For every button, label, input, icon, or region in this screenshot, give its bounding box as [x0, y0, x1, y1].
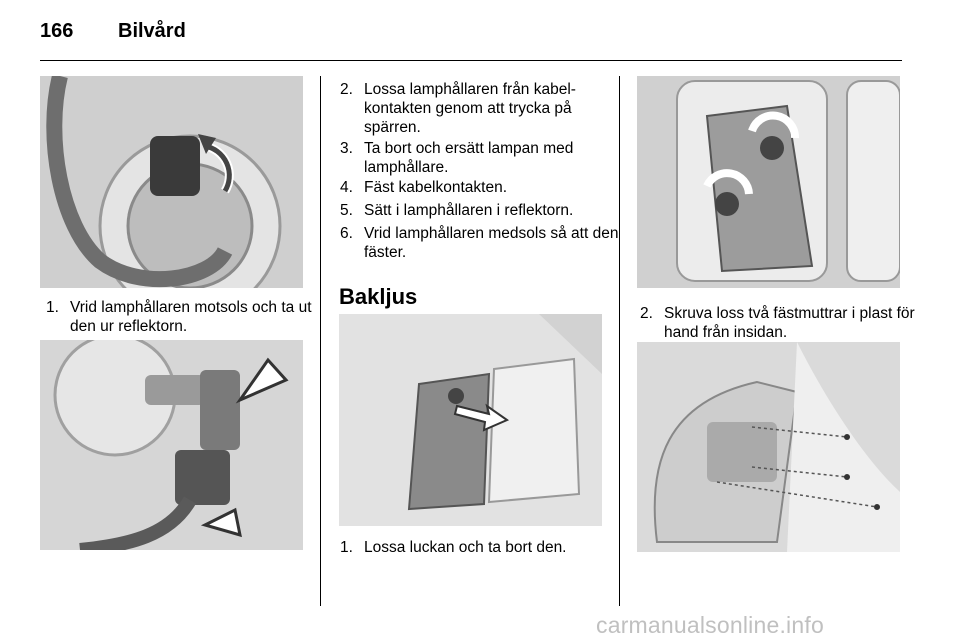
step-4-middle: [340, 178, 626, 197]
step-text: Fäst kabelkontakten.: [364, 179, 508, 196]
step-number: 3.: [340, 140, 353, 157]
page-number: 166: [40, 20, 74, 42]
step-text: Sätt i lamphållaren i reflektorn.: [364, 202, 574, 219]
bulb-connector-illustration: [40, 340, 303, 550]
footer-watermark[interactable]: carmanualsonline.info: [596, 612, 824, 638]
header-rule: [40, 60, 902, 61]
step-2-middle: [340, 80, 626, 137]
step-text: Lossa lamphållaren från kabel-kontakten genom att trycka på spärren.: [364, 81, 576, 136]
tail-lamp-nuts-illustration: [637, 342, 900, 552]
step-1-middle: [340, 538, 626, 557]
step-text: Skruva loss två fästmuttrar i plast för hand från insidan.: [664, 305, 915, 341]
step-text: Lossa luckan och ta bort den.: [364, 539, 567, 556]
step-6-middle: [340, 224, 629, 262]
headlamp-illustration: [40, 76, 303, 288]
trunk-panel-illustration: [339, 314, 602, 526]
photo-tail-lamp-rear: [637, 76, 900, 288]
step-2-right: [640, 304, 929, 342]
photo-tail-lamp-nuts: [637, 342, 900, 552]
step-number: 2.: [640, 305, 653, 322]
step-number: 4.: [340, 179, 353, 196]
photo-headlamp-holder: [40, 76, 303, 288]
step-number: 5.: [340, 202, 353, 219]
step-3-middle: [340, 139, 626, 177]
photo-bulb-connector: [40, 340, 303, 550]
column-divider-left: [320, 76, 321, 606]
step-text: Vrid lamphållaren medsols så att den fäster.: [364, 225, 619, 261]
subsection-title: Bakljus: [339, 284, 418, 309]
step-5-middle: [340, 201, 626, 220]
step-number: 2.: [340, 81, 353, 98]
step-number: 1.: [340, 539, 353, 556]
step-number: 6.: [340, 225, 353, 242]
tail-lamp-rear-illustration: [637, 76, 900, 288]
step-1-left: [46, 298, 332, 336]
step-number: 1.: [46, 299, 59, 316]
step-text: Ta bort och ersätt lampan med lamphållare.: [364, 140, 574, 176]
photo-trunk-panel: [339, 314, 602, 526]
step-text: Vrid lamphållaren motsols och ta ut den ur reflektorn.: [70, 299, 312, 335]
section-heading: Bilvård: [118, 20, 186, 42]
